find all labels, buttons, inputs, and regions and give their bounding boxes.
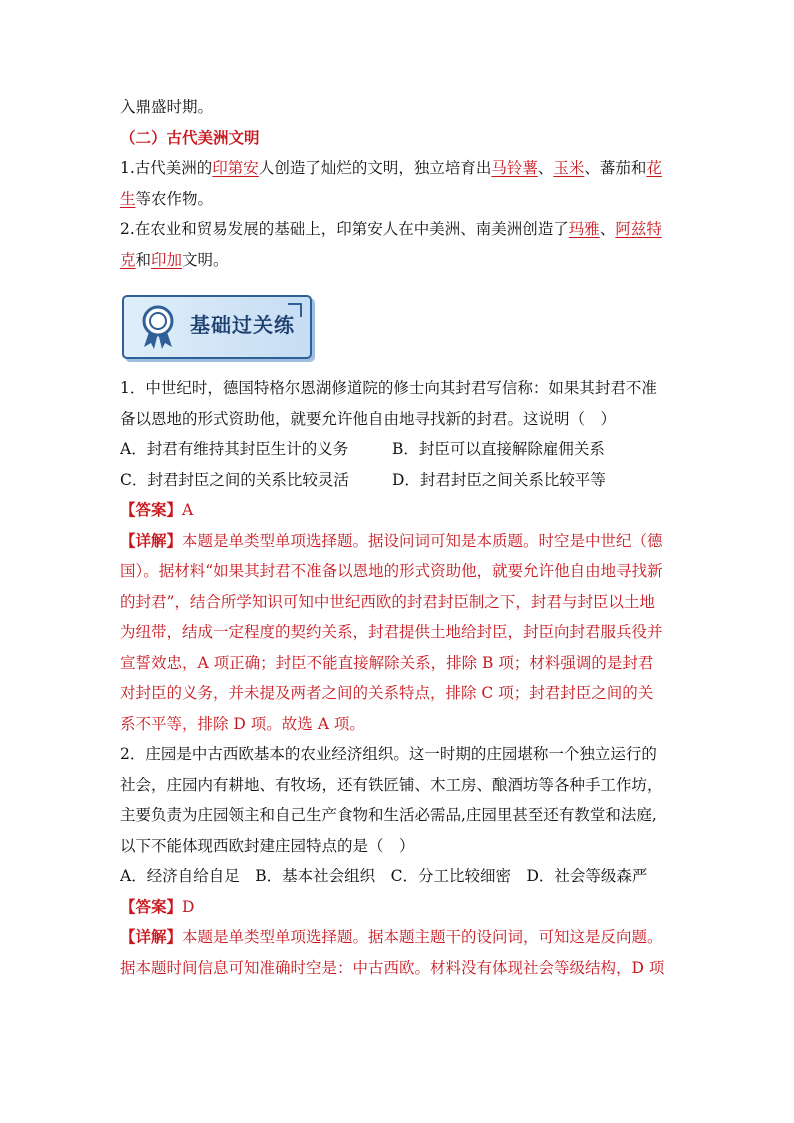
- detail-text: 本题是单类型单项选择题。据设问词可知是本质题。时空是中世纪（德: [182, 531, 663, 550]
- question-stem: 2．庄园是中古西欧基本的农业经济组织。这一时期的庄园堪称一个独立运行的: [120, 745, 657, 763]
- detail-line: [120, 526, 676, 557]
- detail-text: 本题是单类型单项选择题。据本题主题干的设问词，可知这是反向题。: [182, 928, 663, 946]
- detail-line: 宣誓效忠，A 项正确；封臣不能直接解除关系，排除 B 项；材料强调的是封君: [120, 653, 654, 672]
- options-row: [120, 465, 676, 496]
- detail-line: 据本题时间信息可知准确时空是：中古西欧。材料没有体现社会等级结构，D 项: [120, 958, 665, 977]
- detail-line: 国）。据材料“如果其封君不准备以恩地的形式资助他，就要允许他自由地寻找新: [120, 562, 663, 580]
- section-banner: [120, 291, 676, 367]
- detail-block: [120, 922, 676, 983]
- paragraph-2: [120, 214, 676, 275]
- text: 人创造了灿烂的文明，独立培育出: [258, 159, 492, 177]
- option-a: A．封君有维持其封臣生计的义务: [120, 440, 349, 458]
- question-stem: 主要负责为庄园领主和自己生产食物和生活必需品,庄园里甚至还有教堂和法庭,: [120, 806, 657, 824]
- keyword-underlined: 玛雅: [568, 220, 600, 238]
- keyword-underlined: 阿兹特: [615, 220, 662, 238]
- keyword-underlined: 马铃薯: [491, 159, 538, 177]
- text: 和: [135, 250, 152, 269]
- question-1: [120, 373, 676, 739]
- answer-label: 【答案】: [120, 896, 183, 916]
- banner-title: 基础过关练: [190, 313, 295, 337]
- option-d: D．封君封臣之间关系比较平等: [392, 470, 606, 489]
- question-stem: 备以恩地的形式资助他，就要允许他自由地寻找新的封君。这说明（ ）: [120, 409, 617, 428]
- answer-line: [120, 892, 676, 923]
- detail-line: 为纽带，结成一定程度的契约关系，封君提供土地给封臣，封臣向封君服兵役并: [120, 623, 663, 641]
- answer-value: D: [182, 897, 195, 916]
- text: 1.古代美洲的: [120, 159, 213, 177]
- detail-label: 【详解】: [120, 927, 183, 946]
- text-line: 入鼎盛时期。: [120, 98, 214, 116]
- banner-box: [122, 295, 312, 359]
- document-content: [120, 92, 676, 983]
- options-row: A．经济自给自足 B．基本社会组织 C．分工比较细密 D．社会等级森严: [120, 867, 648, 885]
- section-title: （二）古代美洲文明: [120, 127, 260, 147]
- corner-decoration: [288, 303, 302, 317]
- text: 文明。: [182, 250, 229, 269]
- text: 、: [537, 159, 554, 177]
- question-2: [120, 739, 676, 983]
- detail-block: [120, 526, 676, 740]
- keyword-underlined: 印加: [151, 250, 183, 269]
- paragraph-1: [120, 153, 676, 214]
- text: 、蕃茄和: [584, 159, 647, 177]
- text: 、: [599, 220, 616, 238]
- question-stem: 以下不能体现西欧封建庄园特点的是（ ）: [120, 836, 415, 855]
- keyword-underlined: 印第安: [212, 159, 259, 177]
- answer-value: A: [182, 501, 194, 519]
- keyword-underlined: 花: [646, 159, 662, 177]
- detail-line: 的封君”，结合所学知识可知中世纪西欧的封君封臣制之下，封君与封臣以土地: [120, 592, 655, 611]
- question-stem: 社会，庄园内有耕地、有牧场，还有铁匠铺、木工房、酿酒坊等各种手工作坊，: [120, 775, 663, 794]
- answer-label: 【答案】: [120, 500, 183, 519]
- keyword-underlined: 生: [120, 189, 136, 208]
- keyword-underlined: 玉米: [553, 159, 585, 177]
- option-b: B．封臣可以直接解除雇佣关系: [392, 440, 605, 458]
- detail-label: 【详解】: [120, 530, 183, 550]
- options-row: [120, 434, 676, 465]
- detail-line: 系不平等，排除 D 项。故选 A 项。: [120, 714, 365, 733]
- text: 等农作物。: [135, 189, 214, 208]
- detail-line: [120, 922, 676, 953]
- answer-line: [120, 495, 676, 526]
- option-c: C．封君封臣之间的关系比较灵活: [120, 470, 349, 489]
- question-stem: 1．中世纪时，德国特格尔恩湖修道院的修士向其封君写信称：如果其封君不准: [120, 379, 657, 397]
- detail-line: 对封臣的义务，并未提及两者之间的关系特点，排除 C 项；封君封臣之间的关: [120, 684, 654, 702]
- medal-icon: [138, 305, 178, 349]
- keyword-underlined: 克: [120, 250, 136, 269]
- text: 2.在农业和贸易发展的基础上，印第安人在中美洲、南美洲创造了: [120, 220, 569, 238]
